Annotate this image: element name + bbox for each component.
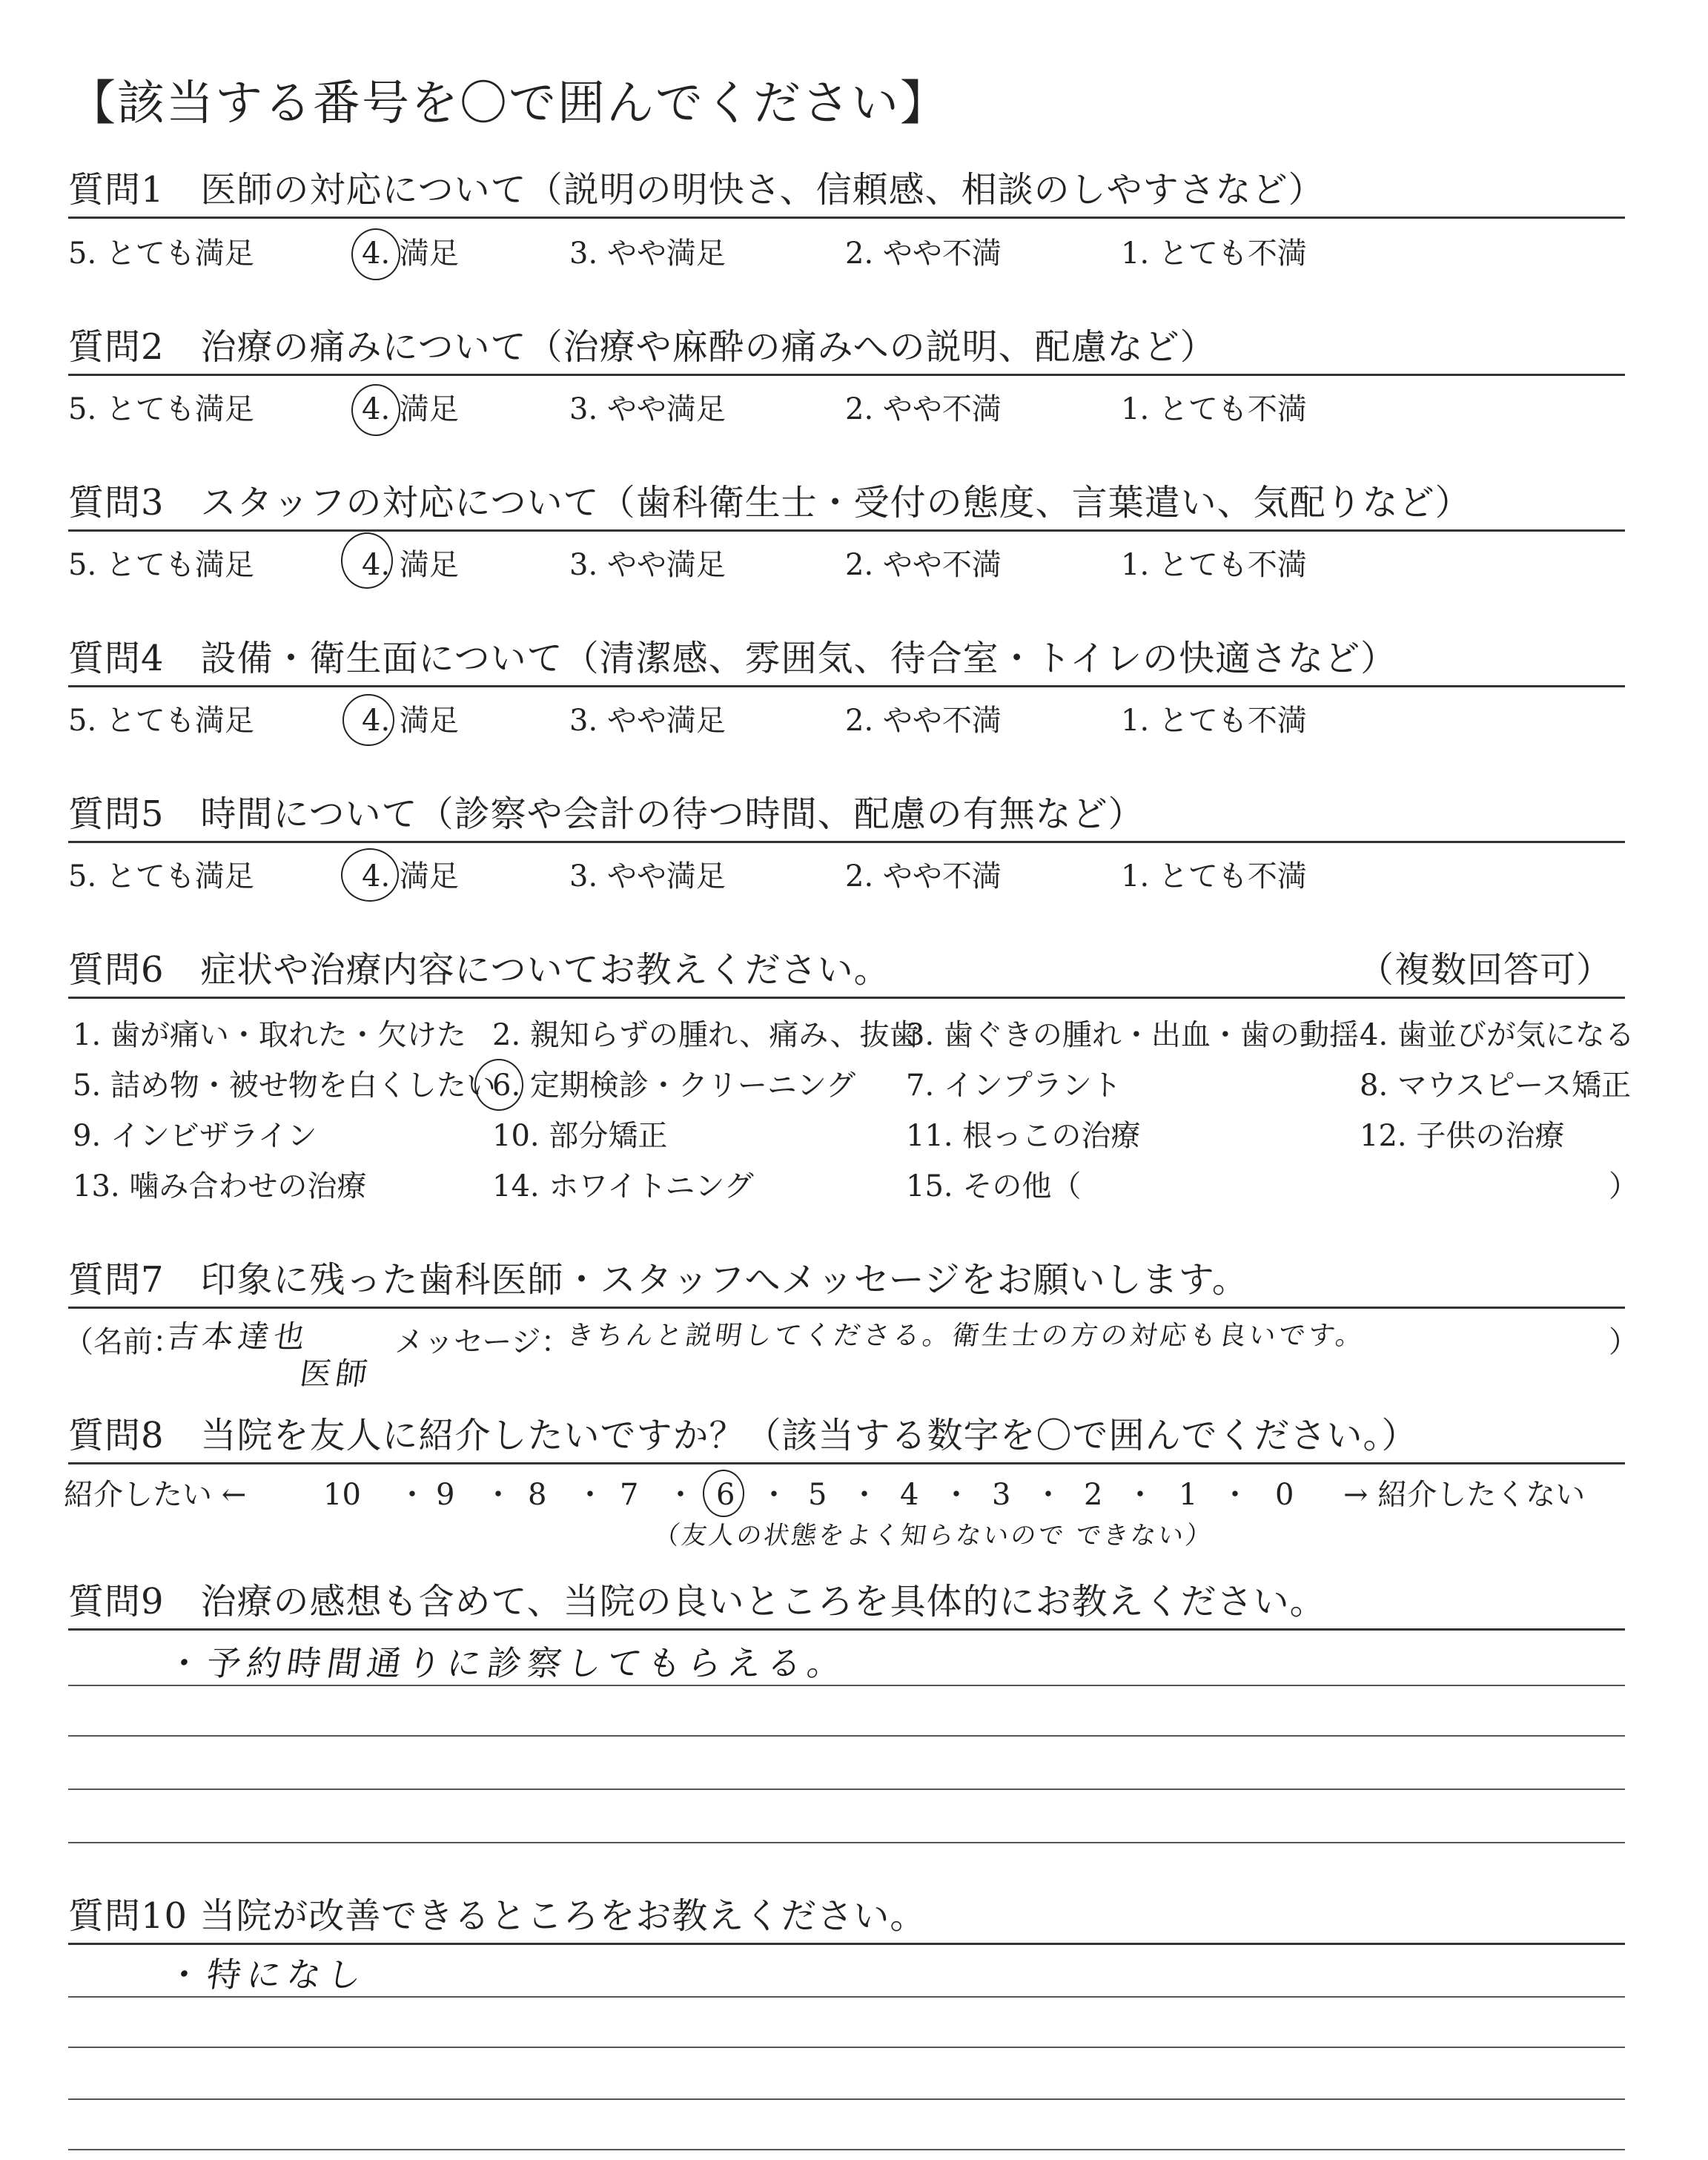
q1-title: 質問1 医師の対応について（説明の明快さ、信頼感、相談のしやすさなど） (68, 169, 1325, 211)
q2-option-1[interactable]: 1. とても不満 (1121, 392, 1307, 426)
q8-left-label: 紹介したい ← (64, 1478, 247, 1512)
q8-dot: ・ (575, 1478, 605, 1512)
q3-option-4[interactable]: 4. 満足 (362, 548, 459, 582)
q8-scale-7[interactable]: 7 (620, 1478, 639, 1512)
q8-scale-9[interactable]: 9 (436, 1478, 455, 1512)
q7-rule (68, 1307, 1625, 1309)
q4-option-4[interactable]: 4. 満足 (362, 704, 459, 738)
q6-title: 質問6 症状や治療内容についてお教えください。 (68, 949, 890, 991)
q2-rule (68, 374, 1625, 376)
q1-answer-circle (351, 228, 400, 280)
q8-scale-1[interactable]: 1 (1179, 1478, 1198, 1512)
q6-option-15[interactable]: 15. その他（ (906, 1169, 1082, 1203)
q5-option-2[interactable]: 2. やや不満 (845, 859, 1002, 894)
q8-scale-4[interactable]: 4 (900, 1478, 919, 1512)
q6-option-1[interactable]: 1. 歯が痛い・取れた・欠けた (73, 1018, 466, 1052)
q8-scale-5[interactable]: 5 (808, 1478, 827, 1512)
q5-option-1[interactable]: 1. とても不満 (1121, 859, 1307, 894)
q3-option-1[interactable]: 1. とても不満 (1121, 548, 1307, 582)
q8-scale-8[interactable]: 8 (528, 1478, 547, 1512)
q2-option-4[interactable]: 4. 満足 (362, 392, 459, 426)
q1-rule (68, 217, 1625, 219)
q4-option-2[interactable]: 2. やや不満 (845, 704, 1002, 738)
q5-title: 質問5 時間について（診察や会計の待つ時間、配慮の有無など） (68, 793, 1145, 835)
q6-option-4[interactable]: 4. 歯並びが気になる (1360, 1018, 1635, 1052)
q10-rule (68, 1943, 1625, 1945)
q8-dot: ・ (941, 1478, 971, 1512)
q5-option-5[interactable]: 5. とても満足 (68, 859, 254, 894)
q10-title: 質問10 当院が改善できるところをお教えください。 (68, 1895, 927, 1937)
q3-option-3[interactable]: 3. やや満足 (569, 548, 726, 582)
q6-option-3[interactable]: 3. 歯ぐきの腫れ・出血・歯の動揺 (906, 1018, 1359, 1052)
q7-name-value[interactable]: 吉本達也 (164, 1318, 312, 1355)
q4-answer-circle (342, 694, 394, 746)
q5-option-4[interactable]: 4. 満足 (362, 859, 459, 894)
q8-title: 質問8 当院を友人に紹介したいですか？（該当する数字を〇で囲んでください。） (68, 1415, 1418, 1456)
q4-option-3[interactable]: 3. やや満足 (569, 704, 726, 738)
q10-answer-line (68, 2047, 1625, 2048)
q9-answer-line (68, 1789, 1625, 1790)
q7-name-label: （名前： (64, 1325, 182, 1359)
q8-dot: ・ (1220, 1478, 1250, 1512)
q3-title: 質問3 スタッフの対応について（歯科衛生士・受付の態度、言葉遣い、気配りなど） (68, 482, 1472, 524)
q8-scale-3[interactable]: 3 (992, 1478, 1011, 1512)
q9-answer[interactable]: ・予約時間通りに診察してもらえる。 (164, 1643, 851, 1683)
q8-handwritten-note: （友人の状態をよく知らないので できない） (652, 1521, 1216, 1550)
q5-answer-circle (341, 848, 399, 902)
q10-answer-line (68, 2098, 1625, 2100)
q10-answer-line (68, 2149, 1625, 2150)
q9-title: 質問9 治療の感想も含めて、当院の良いところを具体的にお教えください。 (68, 1581, 1326, 1622)
q6-option-10[interactable]: 10. 部分矯正 (492, 1119, 668, 1153)
q3-answer-circle (341, 532, 393, 589)
q8-dot: ・ (1033, 1478, 1063, 1512)
q9-answer-line (68, 1685, 1625, 1686)
q5-rule (68, 841, 1625, 843)
q4-option-5[interactable]: 5. とても満足 (68, 704, 254, 738)
q6-option-2[interactable]: 2. 親知らずの腫れ、痛み、抜歯 (492, 1018, 919, 1052)
q2-title: 質問2 治療の痛みについて（治療や麻酔の痛みへの説明、配慮など） (68, 326, 1217, 368)
q7-message-label: メッセージ： (394, 1325, 571, 1359)
page-header: 【該当する番号を〇で囲んでください】 (68, 76, 949, 131)
q7-name-sub: 医師 (297, 1355, 374, 1392)
q8-dot: ・ (1125, 1478, 1155, 1512)
q6-multiple-note: （複数回答可） (1358, 949, 1613, 991)
q6-option-5[interactable]: 5. 詰め物・被せ物を白くしたい (73, 1069, 496, 1103)
q6-answer-circle (474, 1059, 523, 1111)
q7-close: ） (1609, 1325, 1638, 1359)
q2-option-3[interactable]: 3. やや満足 (569, 392, 726, 426)
q4-option-1[interactable]: 1. とても不満 (1121, 704, 1307, 738)
q6-option-9[interactable]: 9. インビザライン (73, 1119, 317, 1153)
q2-option-5[interactable]: 5. とても満足 (68, 392, 254, 426)
q6-option-12[interactable]: 12. 子供の治療 (1360, 1119, 1565, 1153)
q9-rule (68, 1628, 1625, 1631)
q2-answer-circle (351, 384, 400, 436)
q3-rule (68, 529, 1625, 532)
q1-option-3[interactable]: 3. やや満足 (569, 237, 726, 271)
q7-message-value[interactable]: きちんと説明してくださる。衛生士の方の対応も良いです。 (564, 1321, 1368, 1351)
q1-option-1[interactable]: 1. とても不満 (1121, 237, 1307, 271)
q8-dot: ・ (850, 1478, 879, 1512)
q8-dot: ・ (666, 1478, 695, 1512)
q1-option-5[interactable]: 5. とても満足 (68, 237, 254, 271)
q7-title: 質問7 印象に残った歯科医師・スタッフへメッセージをお願いします。 (68, 1259, 1248, 1301)
q6-option-7[interactable]: 7. インプラント (906, 1069, 1122, 1103)
q9-answer-line (68, 1735, 1625, 1737)
q8-dot: ・ (483, 1478, 513, 1512)
q8-answer-circle (703, 1470, 744, 1517)
q8-scale-6[interactable]: 6 (716, 1478, 735, 1512)
q8-rule (68, 1462, 1625, 1464)
q10-answer-line (68, 1996, 1625, 1998)
q6-option-11[interactable]: 11. 根っこの治療 (906, 1119, 1141, 1153)
q4-title: 質問4 設備・衛生面について（清潔感、雰囲気、待合室・トイレの快適さなど） (68, 638, 1397, 679)
q8-scale-10[interactable]: 10 (323, 1478, 361, 1512)
q9-answer-line (68, 1842, 1625, 1843)
q8-dot: ・ (397, 1478, 427, 1512)
q1-option-2[interactable]: 2. やや不満 (845, 237, 1002, 271)
q6-other-close: ） (1609, 1169, 1638, 1203)
q8-right-label: → 紹介したくない (1343, 1478, 1586, 1512)
q6-option-8[interactable]: 8. マウスピース矯正 (1360, 1069, 1632, 1103)
q8-dot: ・ (759, 1478, 789, 1512)
q5-option-3[interactable]: 3. やや満足 (569, 859, 726, 894)
q3-option-5[interactable]: 5. とても満足 (68, 548, 254, 582)
q4-rule (68, 685, 1625, 687)
q6-option-14[interactable]: 14. ホワイトニング (492, 1169, 754, 1203)
q6-option-6[interactable]: 6. 定期検診・クリーニング (492, 1069, 856, 1103)
q2-option-2[interactable]: 2. やや不満 (845, 392, 1002, 426)
q3-option-2[interactable]: 2. やや不満 (845, 548, 1002, 582)
q6-option-13[interactable]: 13. 噛み合わせの治療 (73, 1169, 367, 1203)
q10-answer[interactable]: ・特になし (164, 1955, 371, 1995)
q8-scale-2[interactable]: 2 (1084, 1478, 1103, 1512)
q6-rule (68, 997, 1625, 999)
q8-scale-0[interactable]: 0 (1275, 1478, 1294, 1512)
q1-option-4[interactable]: 4. 満足 (362, 237, 459, 271)
